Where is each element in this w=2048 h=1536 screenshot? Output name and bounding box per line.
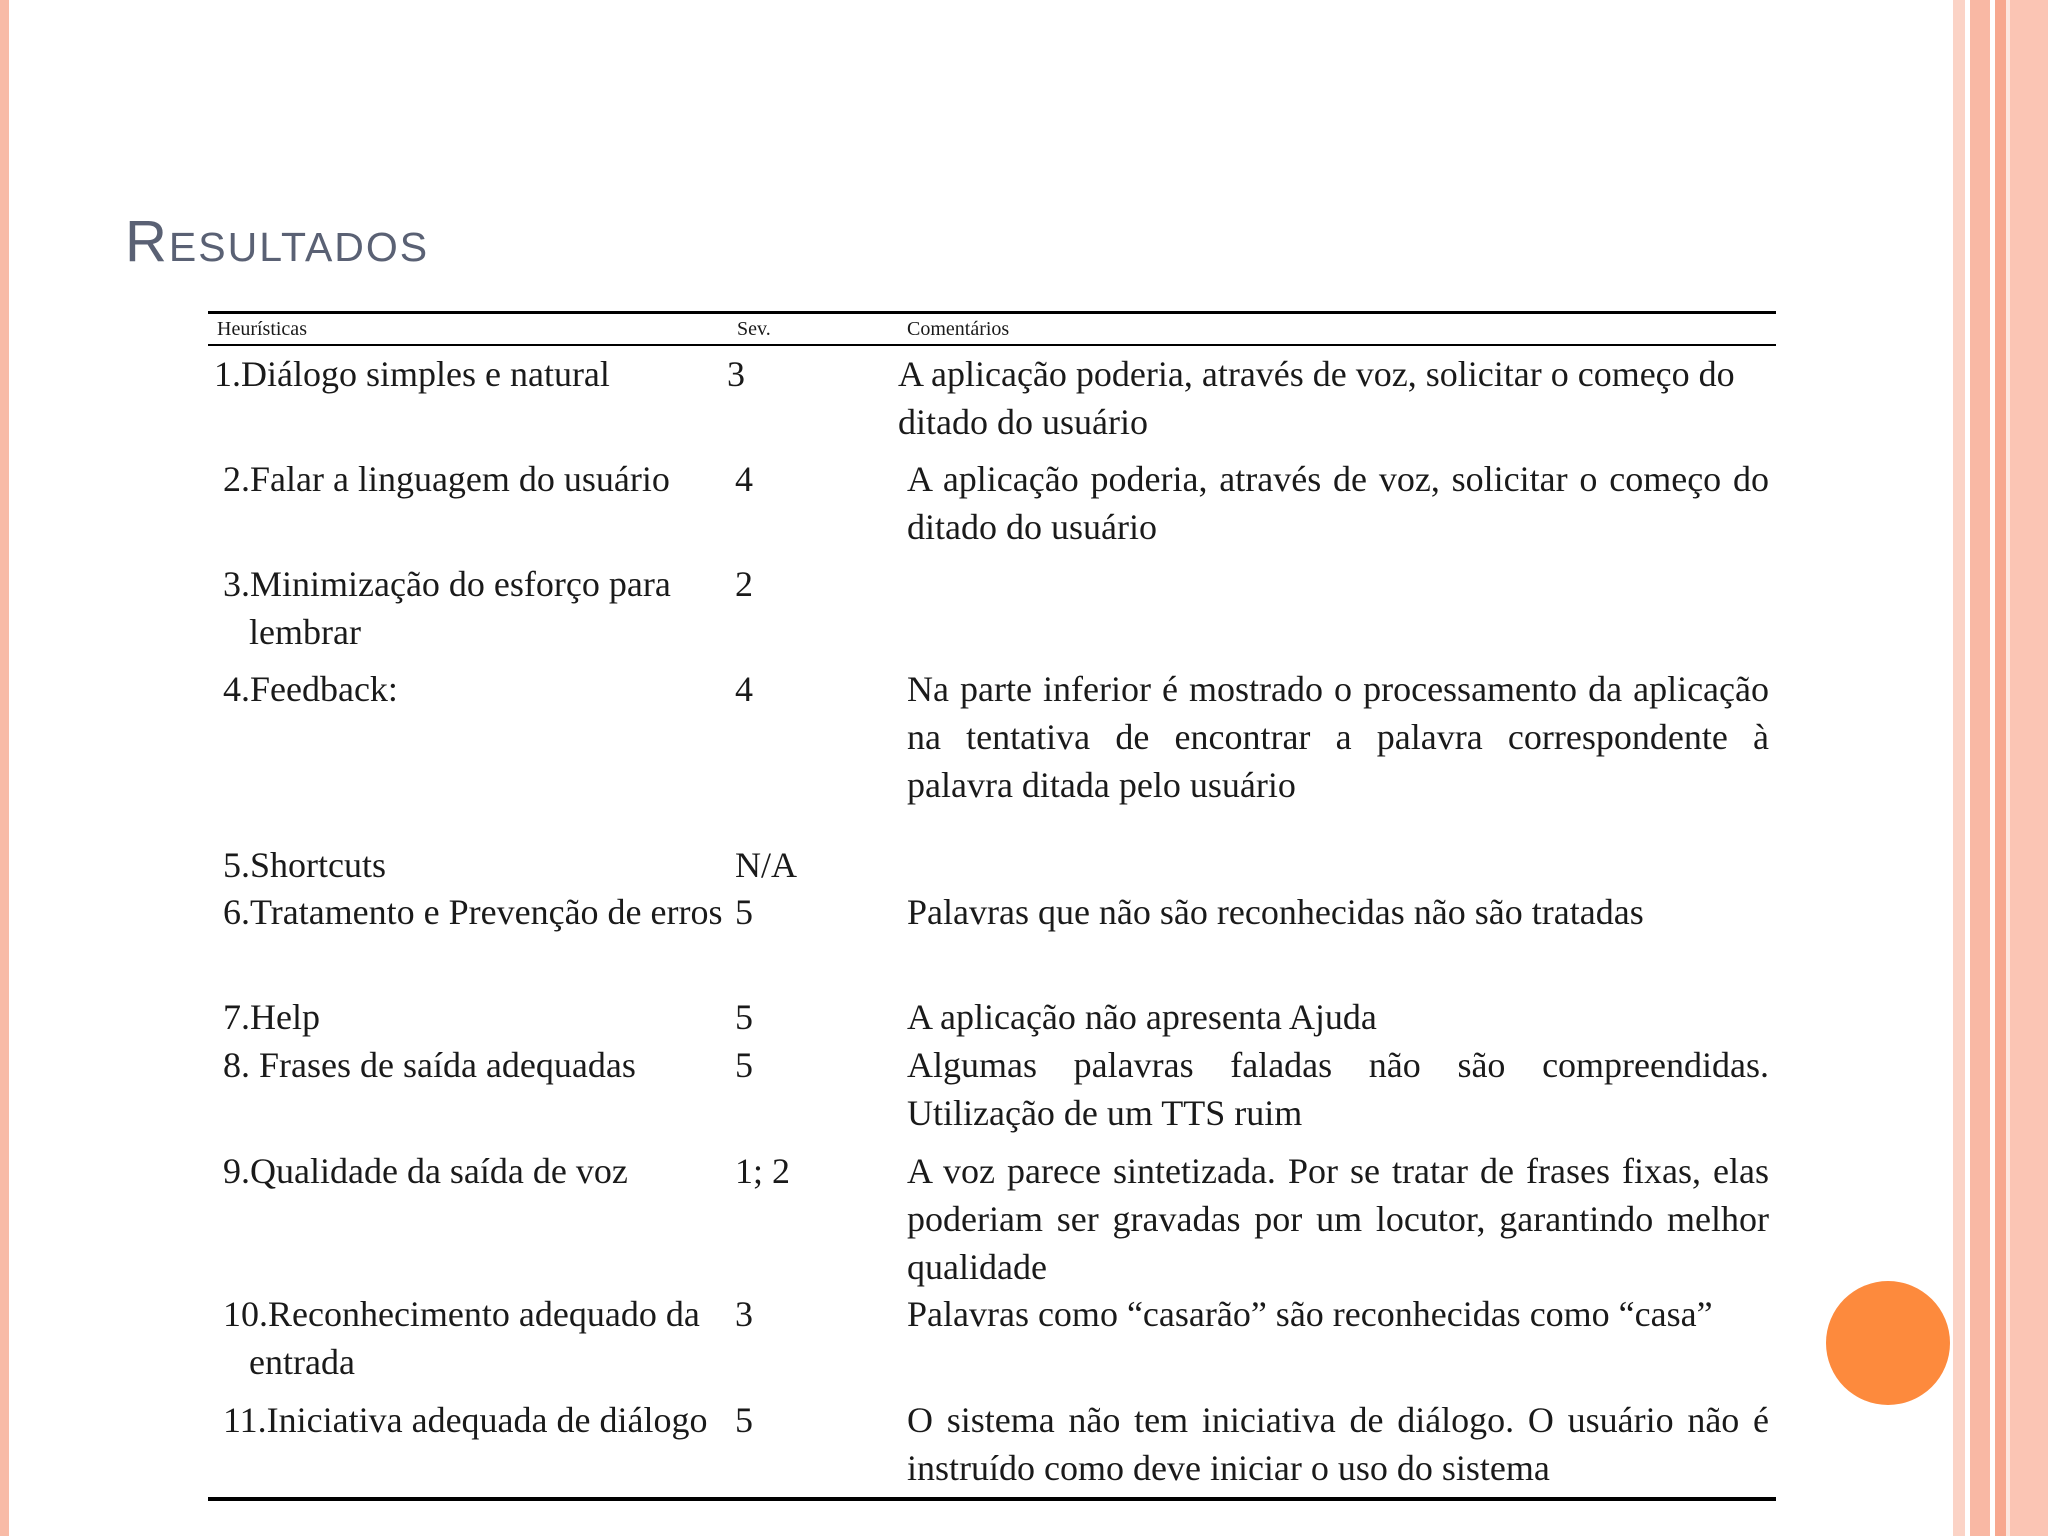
comment-cell: Palavras como “casarão” são reconhecidas como “casa”	[907, 1294, 1713, 1334]
comment-cell: A voz parece sintetizada. Por se tratar de frases fixas, elas poderiam ser gravadas por um locutor, garantindo melhor qualidade	[907, 1151, 1769, 1287]
heuristic-cell: 9.Qualidade da saída de voz	[223, 1151, 628, 1191]
comment-cell: Algumas palavras faladas não são compreendidas. Utilização de um TTS ruim	[907, 1045, 1769, 1133]
severity-cell: 1; 2	[735, 1151, 791, 1191]
table-header-rule	[208, 344, 1776, 346]
header-heuristics: Heurísticas	[217, 318, 307, 340]
severity-cell: 3	[727, 354, 745, 394]
slide-left-border	[0, 0, 9, 1536]
severity-cell: 2	[735, 564, 753, 604]
heuristic-cell: 5.Shortcuts	[223, 845, 387, 885]
heuristic-cell: 4.Feedback:	[223, 669, 398, 709]
severity-cell: 5	[735, 997, 753, 1037]
comment-cell: Na parte inferior é mostrado o processamento da aplicação na tentativa de encontrar a palavra correspondente à palavra ditada pelo usuário	[907, 669, 1769, 805]
heuristic-cell: 3.Minimização do esforço para lembrar	[223, 564, 671, 652]
heuristic-cell: 10.Reconhecimento adequado da entrada	[223, 1294, 700, 1382]
severity-cell: 5	[735, 1400, 753, 1440]
header-severity: Sev.	[737, 318, 771, 340]
severity-cell: N/A	[735, 845, 797, 885]
heuristic-cell: 2.Falar a linguagem do usuário	[223, 459, 670, 499]
heuristic-cell: 8. Frases de saída adequadas	[223, 1045, 636, 1085]
table-bottom-rule	[208, 1497, 1776, 1501]
heuristic-cell: 11.Iniciativa adequada de diálogo	[223, 1400, 708, 1440]
severity-cell: 4	[735, 459, 753, 499]
severity-cell: 5	[735, 892, 753, 932]
heuristic-cell: 6.Tratamento e Prevenção de erros	[223, 892, 723, 932]
comment-cell: Palavras que não são reconhecidas não são tratadas	[907, 892, 1644, 932]
comment-cell: A aplicação não apresenta Ajuda	[907, 997, 1377, 1037]
heuristic-cell: 7.Help	[223, 997, 320, 1037]
table-top-rule	[208, 311, 1776, 314]
slide-title: Resultados	[125, 209, 430, 274]
comment-cell: A aplicação poderia, através de voz, solicitar o começo do ditado do usuário	[898, 354, 1735, 442]
severity-cell: 4	[735, 669, 753, 709]
heuristic-cell: 1.Diálogo simples e natural	[214, 354, 610, 394]
comment-cell: A aplicação poderia, através de voz, solicitar o começo do ditado do usuário	[907, 459, 1769, 547]
comment-cell: O sistema não tem iniciativa de diálogo. O usuário não é instruído como deve iniciar o uso do sistema	[907, 1400, 1769, 1488]
header-comments: Comentários	[907, 318, 1010, 340]
severity-cell: 3	[735, 1294, 753, 1334]
severity-cell: 5	[735, 1045, 753, 1085]
